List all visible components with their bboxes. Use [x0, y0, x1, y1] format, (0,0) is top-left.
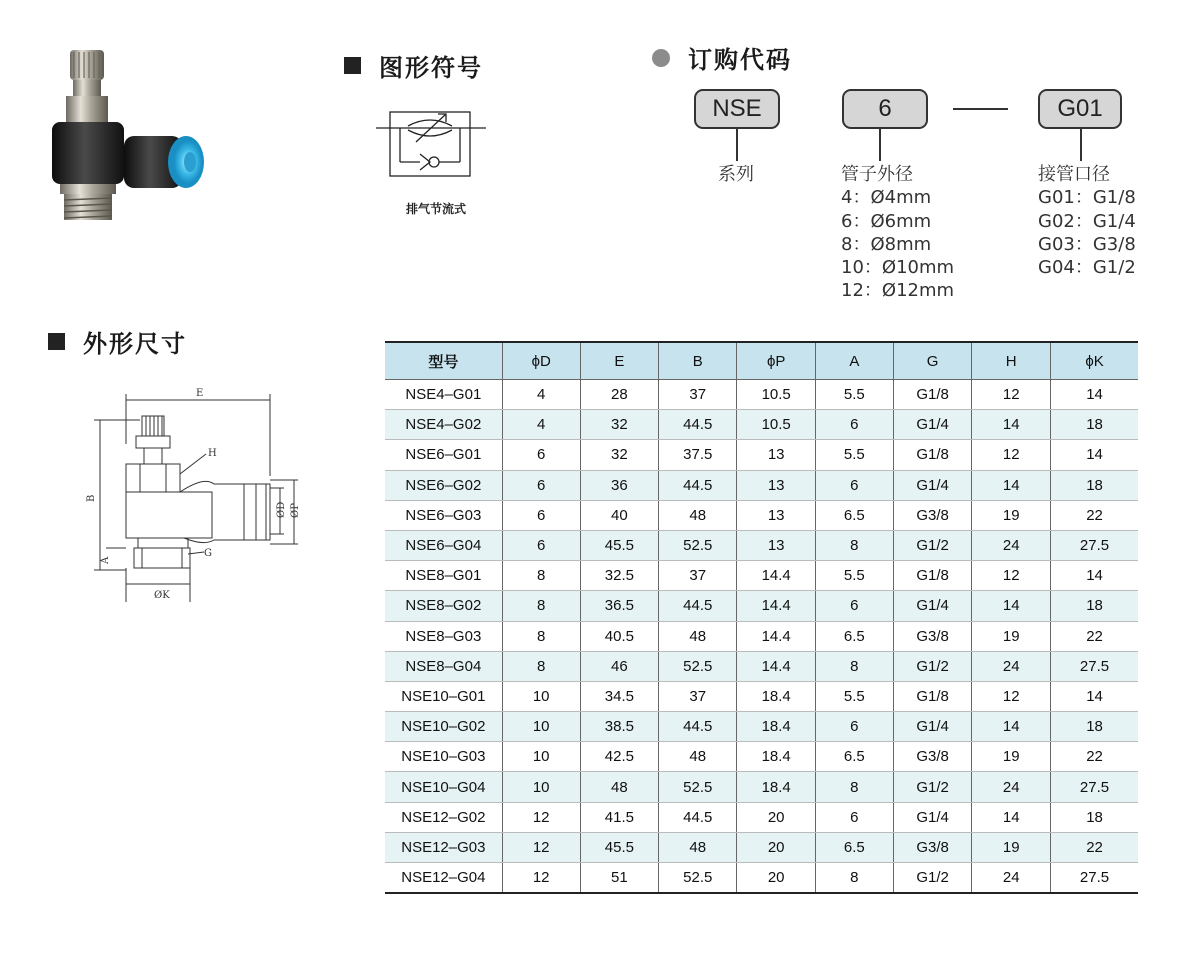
table-cell: 6.5: [815, 742, 893, 772]
table-row: [385, 470, 1138, 500]
table-cell: 18: [1051, 712, 1138, 742]
table-cell: 28: [580, 380, 658, 410]
table-cell: 44.5: [659, 712, 737, 742]
table-cell: 12: [972, 681, 1051, 711]
table-cell: 14: [1051, 440, 1138, 470]
table-cell: 36.5: [580, 591, 658, 621]
series-label: 系列: [718, 164, 754, 185]
table-cell: 14: [1051, 380, 1138, 410]
column-header: E: [580, 342, 658, 380]
table-cell: 22: [1051, 500, 1138, 530]
table-cell: 5.5: [815, 440, 893, 470]
symbol-section-title: 图形符号: [344, 48, 483, 83]
code-box-port: G01: [1038, 89, 1122, 129]
table-cell: 18: [1051, 410, 1138, 440]
table-cell: 6: [502, 440, 580, 470]
table-cell: G3/8: [893, 621, 972, 651]
column-header: G: [893, 342, 972, 380]
table-cell: 48: [659, 500, 737, 530]
table-row: [385, 621, 1138, 651]
table-cell: G1/2: [893, 863, 972, 894]
table-cell: 5.5: [815, 681, 893, 711]
table-cell: 18.4: [737, 742, 815, 772]
table-cell: 14.4: [737, 621, 815, 651]
table-cell: 48: [659, 742, 737, 772]
table-cell: 22: [1051, 832, 1138, 862]
table-cell: 10: [502, 742, 580, 772]
table-cell: 10.5: [737, 380, 815, 410]
table-cell: 12: [502, 802, 580, 832]
table-cell: 5.5: [815, 380, 893, 410]
table-cell: 8: [815, 863, 893, 894]
table-cell: 27.5: [1051, 530, 1138, 560]
table-cell: G1/8: [893, 440, 972, 470]
table-cell: 19: [972, 621, 1051, 651]
table-cell: 40.5: [580, 621, 658, 651]
table-cell: 10: [502, 772, 580, 802]
table-cell: 6: [815, 712, 893, 742]
table-cell: G1/4: [893, 470, 972, 500]
table-cell: 8: [815, 530, 893, 560]
table-cell: 52.5: [659, 651, 737, 681]
table-cell: G3/8: [893, 832, 972, 862]
table-row: [385, 832, 1138, 862]
table-cell: NSE4–G01: [385, 380, 502, 410]
product-photo: [40, 40, 220, 230]
spec-table: [385, 341, 1138, 894]
table-cell: NSE8–G04: [385, 651, 502, 681]
table-body: [385, 380, 1138, 894]
label-e: E: [196, 388, 204, 399]
table-row: [385, 742, 1138, 772]
stem-series: [736, 129, 738, 161]
circle-bullet-icon: [652, 49, 670, 67]
table-cell: 38.5: [580, 712, 658, 742]
table-row: [385, 500, 1138, 530]
symbol-caption: 排气节流式: [406, 202, 467, 216]
table-cell: NSE8–G01: [385, 561, 502, 591]
table-cell: G1/2: [893, 651, 972, 681]
table-cell: 14.4: [737, 591, 815, 621]
table-cell: 45.5: [580, 832, 658, 862]
table-cell: 20: [737, 802, 815, 832]
table-cell: 14.4: [737, 561, 815, 591]
table-cell: 27.5: [1051, 651, 1138, 681]
column-header: ϕP: [737, 342, 815, 380]
table-cell: 12: [972, 561, 1051, 591]
tube-option: 10：Ø10mm: [841, 257, 955, 279]
label-g: G: [204, 548, 212, 559]
table-cell: 12: [502, 832, 580, 862]
table-cell: G1/8: [893, 380, 972, 410]
table-cell: 48: [659, 832, 737, 862]
table-cell: 13: [737, 530, 815, 560]
table-row: [385, 651, 1138, 681]
tube-label: 管子外径: [841, 164, 913, 185]
table-cell: NSE10–G04: [385, 772, 502, 802]
dimension-section-title: 外形尺寸: [48, 324, 187, 359]
table-cell: 32: [580, 440, 658, 470]
table-cell: NSE4–G02: [385, 410, 502, 440]
table-cell: 52.5: [659, 863, 737, 894]
table-cell: 18: [1051, 802, 1138, 832]
table-cell: 18.4: [737, 681, 815, 711]
table-cell: G1/4: [893, 591, 972, 621]
table-cell: 8: [502, 591, 580, 621]
table-cell: G1/8: [893, 681, 972, 711]
table-cell: 32: [580, 410, 658, 440]
label-h: H: [208, 448, 217, 459]
table-cell: 8: [815, 651, 893, 681]
table-cell: 19: [972, 742, 1051, 772]
table-row: [385, 863, 1138, 894]
table-cell: 13: [737, 470, 815, 500]
table-cell: 24: [972, 863, 1051, 894]
label-a: A: [100, 556, 111, 564]
table-cell: 48: [580, 772, 658, 802]
table-cell: 24: [972, 651, 1051, 681]
table-cell: 18.4: [737, 712, 815, 742]
table-row: [385, 440, 1138, 470]
table-cell: 37: [659, 380, 737, 410]
table-cell: 34.5: [580, 681, 658, 711]
table-cell: 44.5: [659, 410, 737, 440]
table-cell: 44.5: [659, 802, 737, 832]
table-cell: NSE12–G03: [385, 832, 502, 862]
table-cell: 24: [972, 530, 1051, 560]
table-cell: 14: [972, 410, 1051, 440]
table-cell: 4: [502, 410, 580, 440]
table-cell: NSE10–G03: [385, 742, 502, 772]
table-cell: 12: [972, 440, 1051, 470]
table-cell: 8: [502, 561, 580, 591]
table-cell: 14: [1051, 681, 1138, 711]
label-b: B: [86, 494, 97, 502]
table-cell: 32.5: [580, 561, 658, 591]
tube-option: 4：Ø4mm: [841, 187, 932, 209]
stem-port: [1080, 129, 1082, 161]
table-cell: 6: [815, 470, 893, 500]
table-cell: 20: [737, 832, 815, 862]
label-p: ØP: [290, 503, 301, 518]
table-cell: 14: [972, 712, 1051, 742]
label-d: ØD: [276, 501, 287, 518]
table-cell: 14.4: [737, 651, 815, 681]
tube-option-list: [841, 163, 954, 303]
table-cell: NSE6–G02: [385, 470, 502, 500]
table-cell: 37: [659, 561, 737, 591]
table-row: [385, 530, 1138, 560]
table-cell: NSE6–G03: [385, 500, 502, 530]
table-cell: 46: [580, 651, 658, 681]
table-cell: 8: [502, 621, 580, 651]
column-header: 型号: [385, 342, 502, 380]
table-cell: 14: [1051, 561, 1138, 591]
table-cell: G1/8: [893, 561, 972, 591]
table-header-row: [385, 342, 1138, 380]
table-cell: 14: [972, 470, 1051, 500]
table-cell: 6: [815, 802, 893, 832]
table-cell: 6: [502, 470, 580, 500]
port-option: G03：G3/8: [1038, 233, 1136, 255]
column-header: A: [815, 342, 893, 380]
table-cell: 45.5: [580, 530, 658, 560]
table-row: [385, 772, 1138, 802]
table-cell: 27.5: [1051, 863, 1138, 894]
table-cell: 37.5: [659, 440, 737, 470]
port-option: G02：G1/4: [1038, 210, 1136, 232]
table-cell: G1/4: [893, 712, 972, 742]
table-cell: 6.5: [815, 500, 893, 530]
table-cell: 24: [972, 772, 1051, 802]
table-cell: 8: [815, 772, 893, 802]
table-cell: 18: [1051, 591, 1138, 621]
table-cell: 27.5: [1051, 772, 1138, 802]
label-k: ØK: [154, 590, 170, 601]
column-header: ϕK: [1051, 342, 1138, 380]
table-cell: 52.5: [659, 772, 737, 802]
table-cell: NSE8–G03: [385, 621, 502, 651]
table-cell: 19: [972, 832, 1051, 862]
table-row: [385, 591, 1138, 621]
table-cell: 44.5: [659, 470, 737, 500]
stem-tube: [879, 129, 881, 161]
flow-control-symbol: [376, 100, 486, 182]
table-cell: 37: [659, 681, 737, 711]
table-row: [385, 380, 1138, 410]
table-cell: 4: [502, 380, 580, 410]
table-cell: NSE12–G04: [385, 863, 502, 894]
table-cell: 18.4: [737, 772, 815, 802]
table-cell: 18: [1051, 470, 1138, 500]
table-cell: 13: [737, 500, 815, 530]
code-box-series: NSE: [694, 89, 780, 129]
table-row: [385, 712, 1138, 742]
port-option: G01：G1/8: [1038, 187, 1136, 209]
table-cell: 22: [1051, 742, 1138, 772]
table-cell: 6: [502, 530, 580, 560]
table-cell: 6.5: [815, 832, 893, 862]
table-row: [385, 561, 1138, 591]
table-cell: NSE12–G02: [385, 802, 502, 832]
table-cell: 52.5: [659, 530, 737, 560]
tube-option: 12：Ø12mm: [841, 280, 955, 302]
table-cell: 6: [815, 410, 893, 440]
table-cell: 14: [972, 591, 1051, 621]
port-option-list: [1038, 163, 1136, 279]
table-cell: 44.5: [659, 591, 737, 621]
column-header: B: [659, 342, 737, 380]
table-cell: G1/4: [893, 410, 972, 440]
table-cell: 41.5: [580, 802, 658, 832]
table-cell: NSE6–G04: [385, 530, 502, 560]
table-row: [385, 802, 1138, 832]
table-cell: 51: [580, 863, 658, 894]
table-cell: 48: [659, 621, 737, 651]
table-cell: G3/8: [893, 742, 972, 772]
square-bullet-icon: [48, 333, 65, 350]
port-option: G04：G1/2: [1038, 257, 1136, 279]
table-cell: 5.5: [815, 561, 893, 591]
square-bullet-icon: [344, 57, 361, 74]
table-cell: G1/2: [893, 530, 972, 560]
table-cell: 6.5: [815, 621, 893, 651]
code-separator-line: [953, 108, 1008, 110]
table-cell: G1/4: [893, 802, 972, 832]
port-label: 接管口径: [1038, 164, 1110, 185]
table-cell: NSE8–G02: [385, 591, 502, 621]
order-section-title: 订购代码: [652, 40, 792, 75]
table-row: [385, 681, 1138, 711]
table-cell: 12: [502, 863, 580, 894]
table-cell: 20: [737, 863, 815, 894]
table-cell: 6: [502, 500, 580, 530]
column-header: ϕD: [502, 342, 580, 380]
table-cell: 22: [1051, 621, 1138, 651]
dimension-drawing: [84, 384, 314, 606]
table-cell: 10.5: [737, 410, 815, 440]
table-cell: 19: [972, 500, 1051, 530]
table-cell: G3/8: [893, 500, 972, 530]
table-row: [385, 410, 1138, 440]
tube-option: 6：Ø6mm: [841, 210, 932, 232]
table-cell: 36: [580, 470, 658, 500]
table-cell: 42.5: [580, 742, 658, 772]
table-cell: 14: [972, 802, 1051, 832]
table-cell: NSE10–G01: [385, 681, 502, 711]
table-cell: 12: [972, 380, 1051, 410]
tube-option: 8：Ø8mm: [841, 233, 932, 255]
table-cell: 13: [737, 440, 815, 470]
table-cell: 6: [815, 591, 893, 621]
table-cell: NSE10–G02: [385, 712, 502, 742]
code-box-tube: 6: [842, 89, 928, 129]
table-cell: 10: [502, 681, 580, 711]
table-cell: G1/2: [893, 772, 972, 802]
table-cell: 8: [502, 651, 580, 681]
table-cell: 40: [580, 500, 658, 530]
column-header: H: [972, 342, 1051, 380]
table-cell: NSE6–G01: [385, 440, 502, 470]
table-cell: 10: [502, 712, 580, 742]
